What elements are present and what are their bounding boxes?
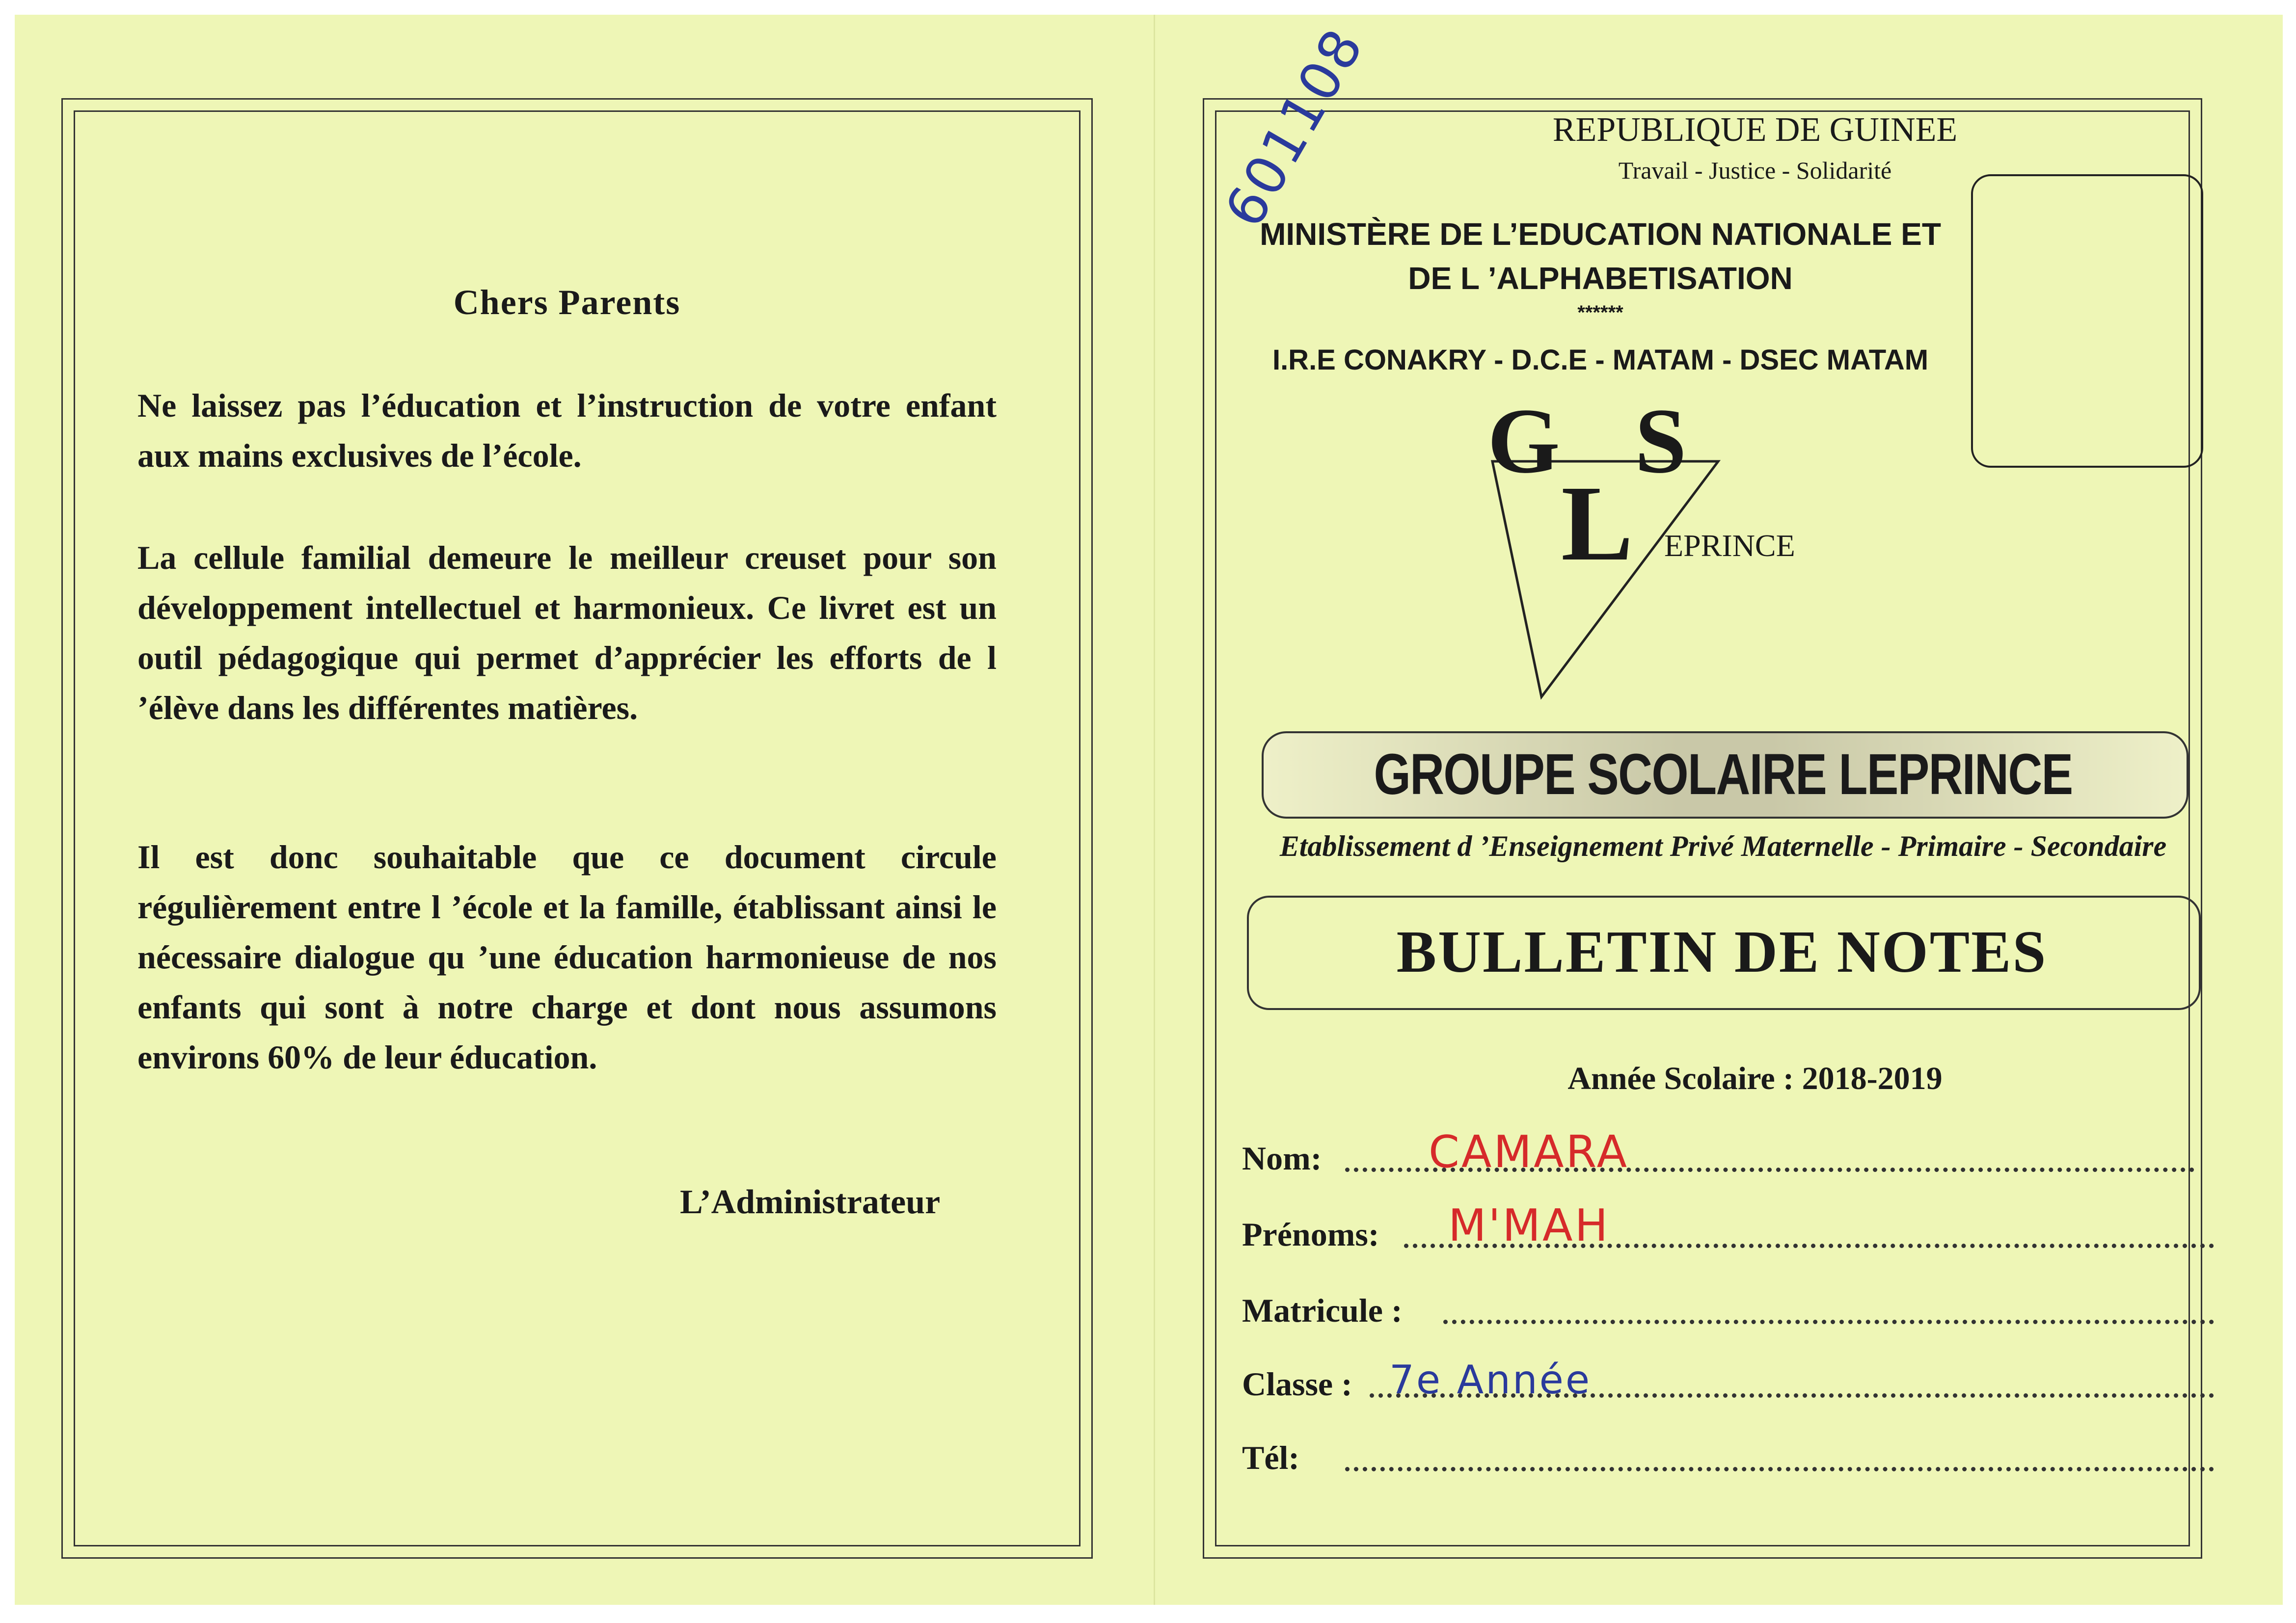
field-prenoms-label: Prénoms: [1242, 1216, 1379, 1253]
ministry-line-1: MINISTÈRE DE L’EDUCATION NATIONALE ET [1260, 216, 1941, 252]
field-nom-label: Nom: [1242, 1140, 1322, 1177]
country-motto: Travail - Justice - Solidarité [1618, 157, 1892, 184]
logo-letter-g: G [1487, 390, 1560, 493]
ministry-line-2: DE L ’ALPHABETISATION [1408, 261, 1793, 296]
field-matricule-label: Matricule : [1242, 1292, 1403, 1329]
field-nom[interactable] [1242, 1126, 2214, 1183]
field-tel-label: Tél: [1242, 1439, 1300, 1476]
field-tel[interactable] [1242, 1428, 2214, 1482]
fold-line [1154, 15, 1155, 1605]
stars-separator: ****** [1577, 302, 1623, 323]
school-year: Année Scolaire : 2018-2019 [1567, 1061, 1943, 1096]
field-classe[interactable] [1242, 1355, 2214, 1409]
logo-letter-l: L [1561, 463, 1633, 583]
signature-administrateur: L’Administrateur [680, 1183, 941, 1221]
field-matricule[interactable] [1242, 1281, 2214, 1335]
field-classe-value: 7e Année [1389, 1357, 1592, 1403]
paragraph-3: Il est donc souhaitable que ce document circule régulièrement entre l ’école et la famille, établissant ainsi le nécessaire dialogue qu ’une éducation harmonieuse de nos enfants qui sont à notre charge et dont nous assumons environs 60% de leur éducation. [137, 838, 997, 1076]
country-name: REPUBLIQUE DE GUINEE [1552, 111, 1958, 149]
field-prenoms[interactable] [1242, 1200, 2214, 1259]
field-nom-value: CAMARA [1429, 1126, 1629, 1178]
logo-letter-s: S [1635, 390, 1687, 493]
document-title: BULLETIN DE NOTES [1396, 919, 2048, 985]
school-subtitle: Etablissement d ’Enseignement Privé Maternelle - Primaire - Secondaire [1279, 830, 2167, 862]
authorities-line: I.R.E CONAKRY - D.C.E - MATAM - DSEC MATAM [1272, 344, 1929, 376]
logo-suffix: EPRINCE [1664, 528, 1795, 563]
paragraph-1: Ne laissez pas l’éducation et l’instruction de votre enfant aux mains exclusives de l’école. [137, 387, 997, 474]
photo-box [1971, 174, 2203, 468]
field-classe-label: Classe : [1242, 1365, 1352, 1403]
greeting-heading: Chers Parents [453, 283, 681, 322]
paragraph-2: La cellule familial demeure le meilleur creuset pour son développement intellectuel et harmonieux. Ce livret est un outil pédagogique qui permet d’apprécier les efforts de l ’élève dans les différentes matières. [137, 539, 997, 726]
handwritten-number: 601108 [1213, 17, 1376, 238]
school-name: GROUPE SCOLAIRE LEPRINCE [1374, 742, 2073, 807]
field-prenoms-value: M'MAH [1448, 1200, 1610, 1251]
